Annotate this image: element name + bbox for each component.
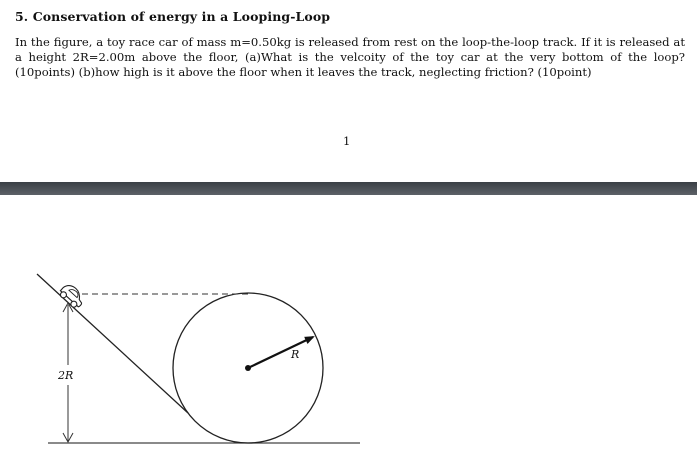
problem-title: 5. Conservation of energy in a Looping-Loop [15, 9, 331, 24]
toy-car-icon [58, 282, 87, 310]
page-number: 1 [343, 134, 351, 148]
problem-statement: In the figure, a toy race car of mass m=0.50kg is released from rest on the loop-the-loop track. If it is released at a height 2R=2.00m above the floor, (a)What is the velcoity of the toy car at the very bottom of the loop? (10points) (b)how high is it above the floor when it leaves the track, neglecting friction? (10point) [15, 35, 685, 79]
height-label: 2R [58, 369, 74, 382]
incline-track [37, 274, 188, 413]
radius-label: R [291, 348, 300, 361]
radius-arrow [248, 337, 313, 368]
